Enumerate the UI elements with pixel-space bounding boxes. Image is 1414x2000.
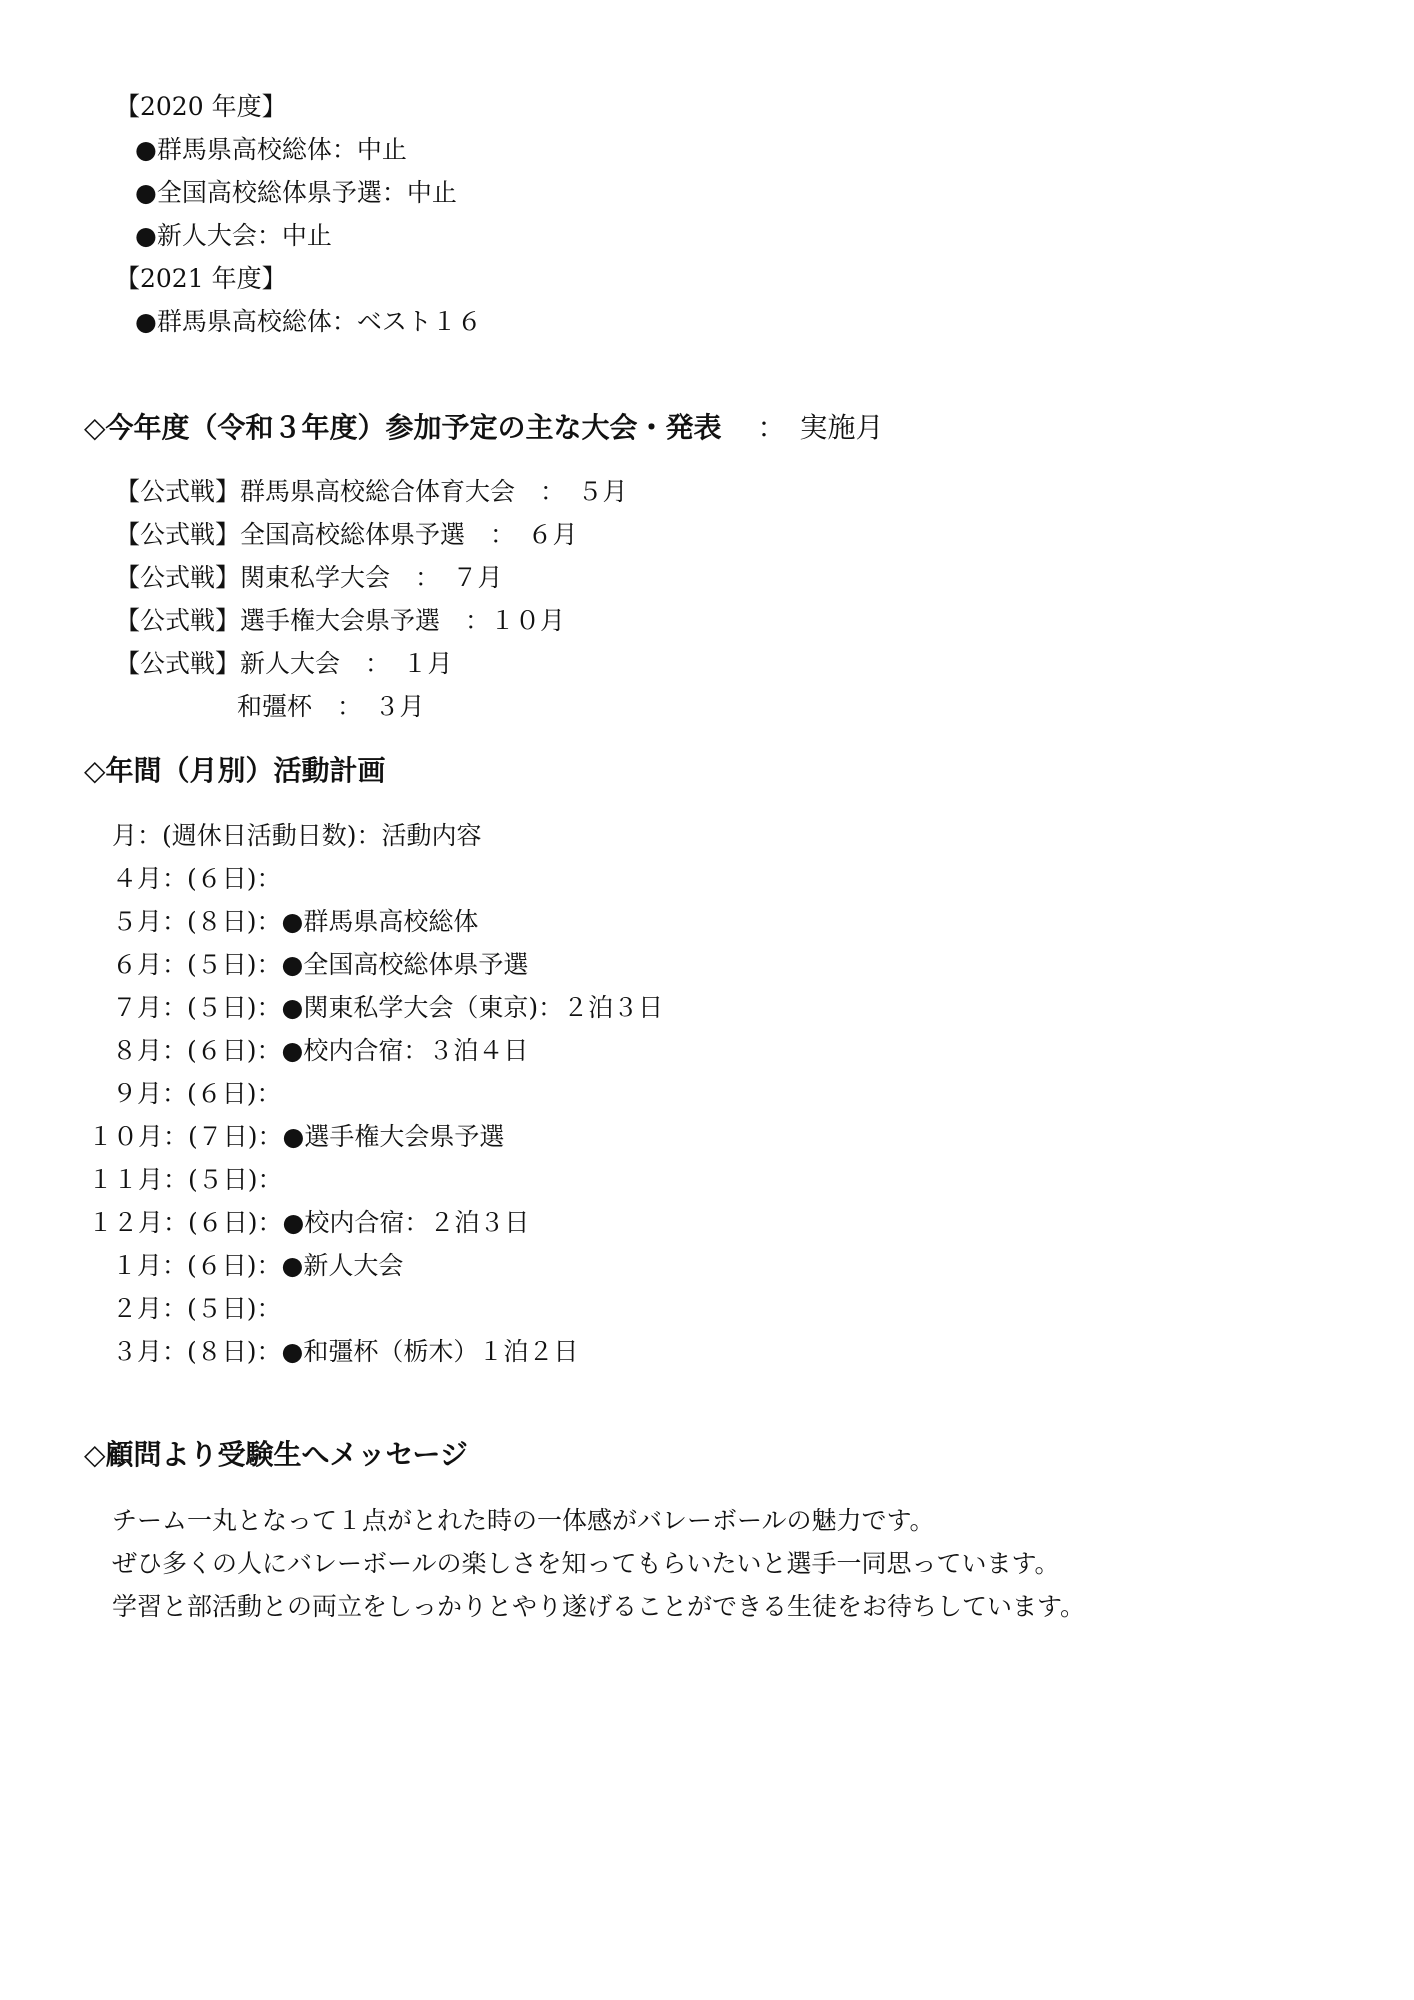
plan-row: ４月：(６日)：: [112, 864, 282, 893]
plan-row: ７月：(５日)：●関東私学大会（東京)：２泊３日: [112, 993, 664, 1022]
plan-header-row: 月：(週休日活動日数)：活動内容: [112, 821, 482, 850]
plan-row: ９月：(６日)：: [112, 1079, 282, 1108]
plan-row: ８月：(６日)：●校内合宿：３泊４日: [112, 1036, 529, 1065]
message-heading: ◇顧問より受験生へメッセージ: [84, 1438, 468, 1471]
result-item: ●全国高校総体県予選：中止: [135, 178, 457, 207]
plan-row: ６月：(５日)：●全国高校総体県予選: [112, 950, 529, 979]
result-item: ●新人大会：中止: [135, 221, 332, 250]
tournament-item: 和彊杯 ： ３月: [237, 692, 425, 721]
tournaments-heading: [84, 410, 884, 446]
tournament-item: 【公式戦】新人大会 ： １月: [115, 649, 453, 678]
tournament-item: 【公式戦】選手権大会県予選 ：１０月: [115, 606, 566, 635]
plan-row: １２月：(６日)：●校内合宿：２泊３日: [88, 1208, 530, 1237]
tournaments-heading-aside: ： 実施月: [757, 411, 884, 444]
plan-row: ３月：(８日)：●和彊杯（栃木）１泊２日: [112, 1337, 579, 1366]
message-line: 学習と部活動との両立をしっかりとやり遂げることができる生徒をお待ちしています。: [112, 1592, 1086, 1621]
plan-row: １月：(６日)：●新人大会: [112, 1251, 404, 1280]
result-item: ●群馬県高校総体：中止: [135, 135, 407, 164]
plan-row: １０月：(７日)：●選手権大会県予選: [88, 1122, 505, 1151]
year-2021-label: 【2021 年度】: [115, 264, 287, 293]
tournaments-heading-title: ◇今年度（令和３年度）参加予定の主な大会・発表: [84, 411, 722, 444]
tournament-item: 【公式戦】群馬県高校総合体育大会 ： ５月: [115, 477, 628, 506]
year-2020-label: 【2020 年度】: [115, 92, 287, 121]
result-item: ●群馬県高校総体：ベスト１６: [135, 307, 482, 336]
plan-heading: ◇年間（月別）活動計画: [84, 754, 386, 787]
plan-row: ２月：(５日)：: [112, 1294, 282, 1323]
tournament-item: 【公式戦】関東私学大会 ： ７月: [115, 563, 503, 592]
plan-row: ５月：(８日)：●群馬県高校総体: [112, 907, 479, 936]
message-line: ぜひ多くの人にバレーボールの楽しさを知ってもらいたいと選手一同思っています。: [112, 1549, 1060, 1578]
plan-row: １１月：(５日)：: [88, 1165, 283, 1194]
tournament-item: 【公式戦】全国高校総体県予選 ： ６月: [115, 520, 578, 549]
message-line: チーム一丸となって１点がとれた時の一体感がバレーボールの魅力です。: [112, 1506, 935, 1535]
